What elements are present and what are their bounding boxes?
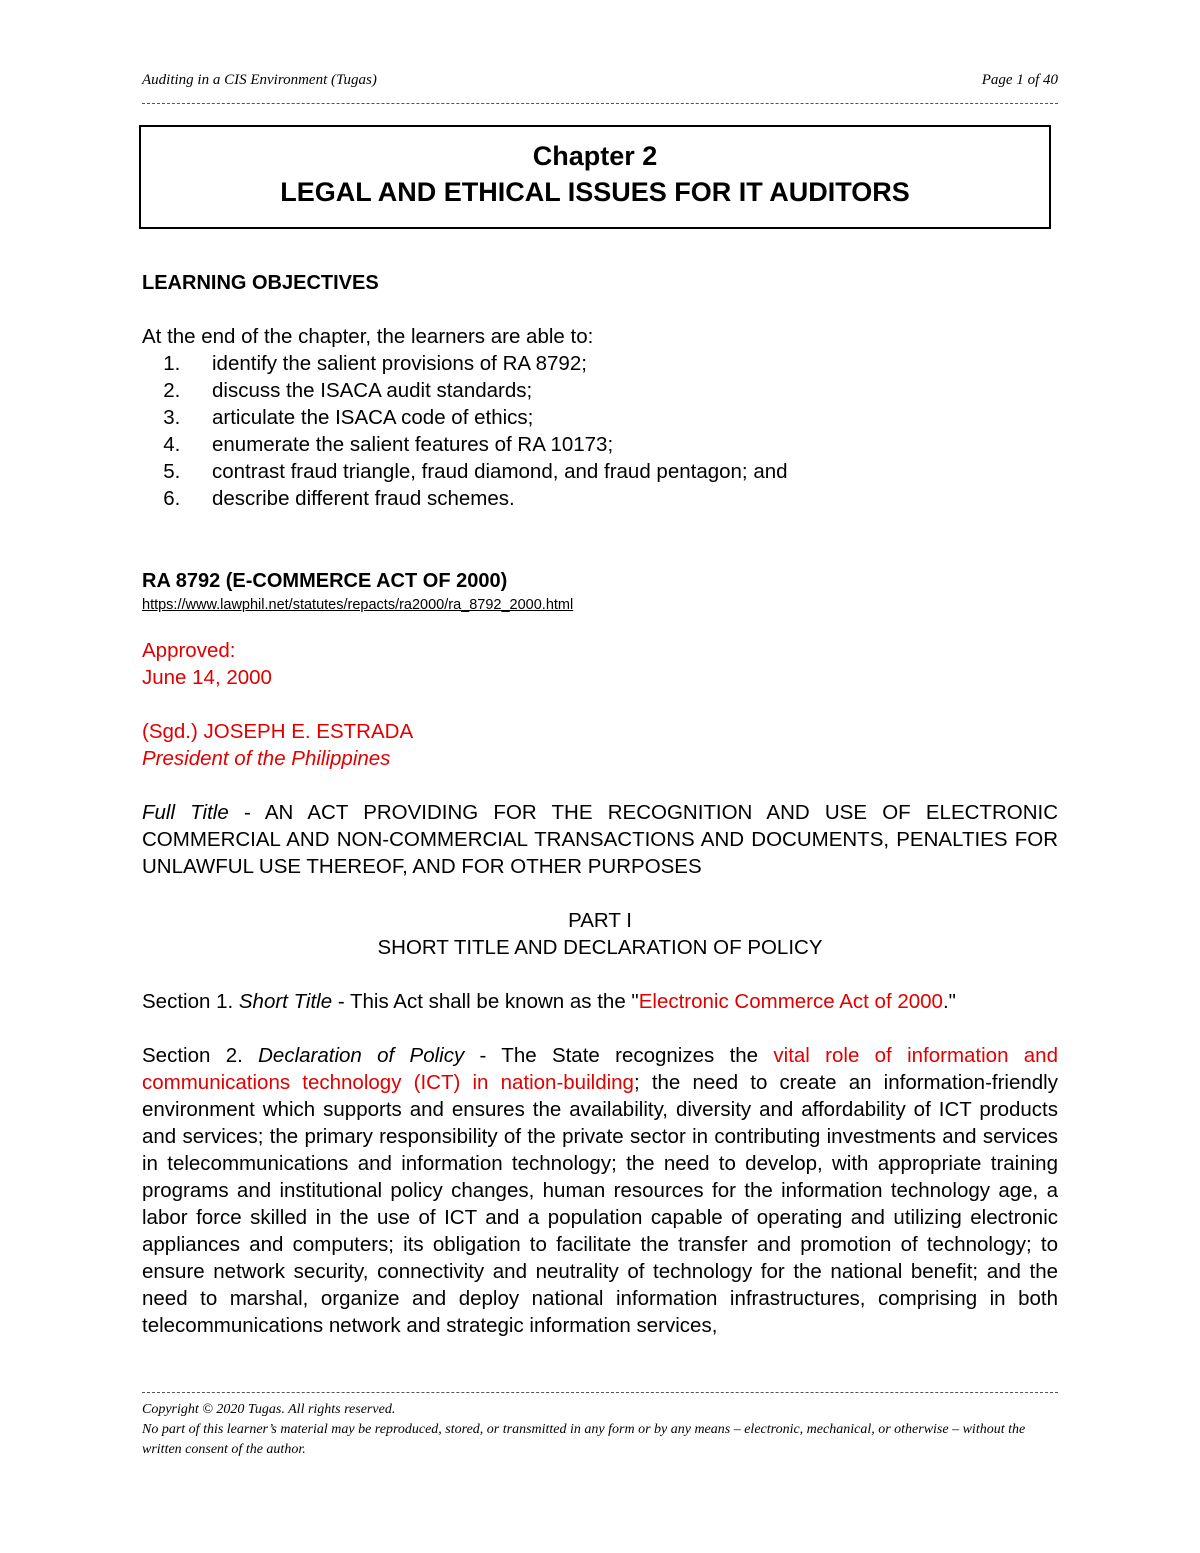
ra8792-section (142, 568, 1058, 1339)
list-item: 1. identify the salient provisions of RA 8792; (186, 350, 1058, 377)
chapter-number: Chapter 2 (532, 141, 658, 171)
full-title-paragraph (142, 799, 1058, 880)
section-1-prefix: Section 1. (142, 990, 239, 1013)
section-1-text: - This Act shall be known as the " (332, 990, 639, 1013)
section-2-highlight: vital role of information and communications technology (ICT) in nation-building (142, 1044, 1058, 1094)
header-doc-title: Auditing in a CIS Environment (Tugas) (142, 72, 377, 88)
part-label: PART I (568, 909, 632, 932)
full-title-label: Full Title (142, 801, 229, 824)
footer-divider (142, 1392, 1058, 1393)
page-header (142, 72, 1058, 94)
ra8792-heading: RA 8792 (E-COMMERCE ACT OF 2000) (142, 570, 508, 592)
approved-label: Approved: (142, 639, 236, 662)
part-title: SHORT TITLE AND DECLARATION OF POLICY (377, 936, 823, 959)
section-2-prefix: Section 2. (142, 1044, 259, 1067)
list-item: 3. articulate the ISACA code of ethics; (186, 404, 1058, 431)
section-2-rest: ; the need to create an information-friendly environment which supports and ensures the availability, diversity and affordability of ICT products and services; the primary responsibility of the private sector in contributing investments and services in telecommunications and information technology; the need to develop, with appropriate training programs and institutional policy changes, human resources for the information technology age, a labor force skilled in the use of ICT and a population capable of operating and utilizing electronic appliances and computers; its obligation to facilitate the transfer and promotion of technology; to ensure network security, connectivity and neutrality of technology for the national benefit; and the need to marshal, organize and deploy national information infrastructures, comprising in both telecommunications network and strategic information services, (142, 1071, 1058, 1337)
chapter-title-box (139, 125, 1051, 229)
section-2-text: - The State recognizes the (464, 1044, 774, 1067)
section-1-label: Short Title (238, 990, 333, 1013)
page-footer (142, 1400, 1058, 1460)
learning-objectives-intro: At the end of the chapter, the learners are able to: (142, 325, 594, 348)
list-item: 6. describe different fraud schemes. (186, 485, 1058, 512)
header-divider (142, 103, 1058, 104)
ra8792-link[interactable]: https://www.lawphil.net/statutes/repacts/ra2000/ra_8792_2000.html (142, 597, 574, 613)
learning-objectives-section (142, 270, 1058, 512)
learning-objectives-list (142, 350, 1058, 512)
section-1-act-name: Electronic Commerce Act of 2000 (638, 990, 943, 1013)
footer-copyright: Copyright © 2020 Tugas. All rights reserved. (142, 1402, 396, 1417)
header-page-number: Page 1 of 40 (981, 72, 1058, 88)
footer-notice: No part of this learner’s material may be reproduced, stored, or transmitted in any form or by any means – electronic, mechanical, or otherwise – without the written consent of the author. (142, 1422, 1026, 1457)
signatory: (Sgd.) JOSEPH E. ESTRADA (142, 720, 414, 743)
list-item: 4. enumerate the salient features of RA 10173; (186, 431, 1058, 458)
list-item: 2. discuss the ISACA audit standards; (186, 377, 1058, 404)
section-2-paragraph (142, 1042, 1058, 1339)
list-item: 5. contrast fraud triangle, fraud diamond, and fraud pentagon; and (186, 458, 1058, 485)
full-title-text: - AN ACT PROVIDING FOR THE RECOGNITION AND USE OF ELECTRONIC COMMERCIAL AND NON-COMMERCIAL TRANSACTIONS AND DOCUMENTS, PENALTIES FOR UNLAWFUL USE THEREOF, AND FOR OTHER PURPOSES (142, 801, 1059, 878)
signatory-title: President of the Philippines (142, 747, 391, 770)
section-1-paragraph (142, 988, 1058, 1015)
learning-objectives-heading: LEARNING OBJECTIVES (142, 272, 379, 294)
approved-date: June 14, 2000 (142, 666, 272, 689)
section-1-end: ." (942, 990, 956, 1013)
chapter-title: LEGAL AND ETHICAL ISSUES FOR IT AUDITORS (280, 177, 910, 207)
section-2-label: Declaration of Policy (258, 1044, 465, 1067)
